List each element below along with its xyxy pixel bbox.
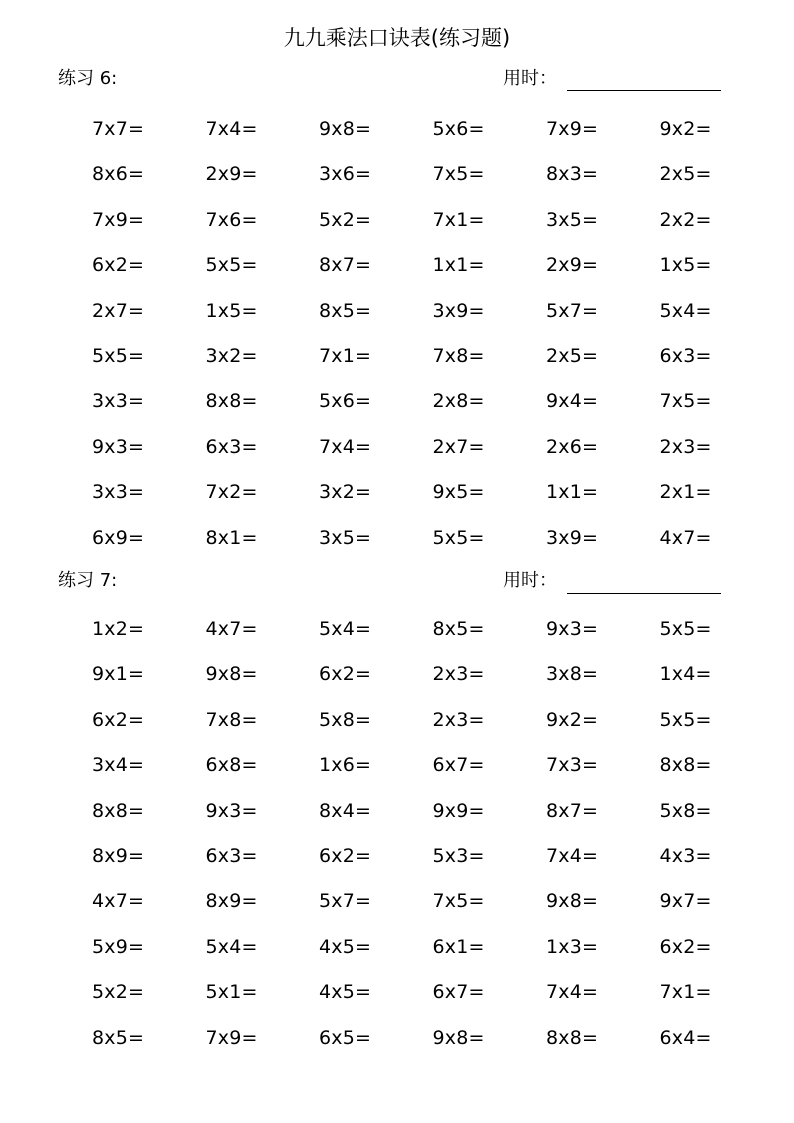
problem-cell: 6x4=	[659, 1026, 712, 1049]
problem-cell: 9x2=	[659, 118, 712, 140]
exercise-7-problem-grid	[92, 607, 772, 1061]
problem-cell: 4x7=	[205, 618, 258, 640]
problem-cell: 5x2=	[319, 208, 372, 231]
problem-cell: 8x1=	[205, 526, 258, 549]
problem-cell: 4x5=	[319, 981, 372, 1004]
problem-cell: 6x5=	[319, 1026, 372, 1049]
problem-cell: 3x2=	[205, 344, 258, 367]
problem-cell: 9x3=	[546, 618, 599, 640]
problem-cell: 8x3=	[546, 163, 599, 186]
problem-cell: 7x4=	[205, 118, 258, 140]
problem-cell: 6x9=	[92, 526, 145, 549]
problem-cell: 1x6=	[319, 754, 372, 777]
problem-cell: 7x5=	[432, 890, 485, 913]
problem-cell: 8x5=	[319, 299, 372, 322]
problem-cell: 5x5=	[205, 254, 258, 277]
exercise-6-time-blank[interactable]	[567, 90, 721, 91]
problem-cell: 7x1=	[432, 208, 485, 231]
problem-cell: 8x7=	[319, 254, 372, 277]
problem-cell: 8x6=	[92, 163, 145, 186]
problem-cell: 2x9=	[546, 254, 599, 277]
problem-cell: 7x8=	[205, 708, 258, 731]
problem-cell: 3x2=	[319, 481, 372, 504]
problem-cell: 9x7=	[659, 890, 712, 913]
problem-cell: 7x9=	[92, 208, 145, 231]
problem-cell: 2x3=	[432, 663, 485, 686]
problem-cell: 6x3=	[205, 435, 258, 458]
problem-cell: 8x7=	[546, 799, 599, 822]
problem-cell: 2x5=	[659, 163, 712, 186]
problem-cell: 3x5=	[546, 208, 599, 231]
problem-cell: 1x1=	[546, 481, 599, 504]
problem-cell: 2x7=	[92, 299, 145, 322]
problem-cell: 4x5=	[319, 935, 372, 958]
problem-cell: 1x5=	[205, 299, 258, 322]
problem-cell: 2x3=	[432, 708, 485, 731]
problem-cell: 3x3=	[92, 390, 145, 413]
problem-cell: 4x7=	[92, 890, 145, 913]
problem-cell: 8x5=	[432, 618, 485, 640]
problem-cell: 3x4=	[92, 754, 145, 777]
problem-cell: 5x4=	[659, 299, 712, 322]
problem-cell: 9x3=	[205, 799, 258, 822]
problem-cell: 6x2=	[319, 663, 372, 686]
problem-cell: 5x3=	[432, 844, 485, 867]
problem-cell: 6x8=	[205, 754, 258, 777]
problem-cell: 2x3=	[659, 435, 712, 458]
problem-cell: 6x2=	[92, 708, 145, 731]
problem-cell: 5x6=	[319, 390, 372, 413]
problem-cell: 2x6=	[546, 435, 599, 458]
page-title: 九九乘法口诀表(练习题)	[283, 26, 511, 50]
problem-cell: 2x5=	[546, 344, 599, 367]
exercise-6-label: 练习 6:	[58, 68, 118, 89]
problem-cell: 5x9=	[92, 935, 145, 958]
problem-cell: 8x9=	[205, 890, 258, 913]
problem-cell: 5x7=	[546, 299, 599, 322]
problem-cell: 7x4=	[546, 981, 599, 1004]
problem-cell: 8x8=	[546, 1026, 599, 1049]
problem-cell: 9x1=	[92, 663, 145, 686]
problem-cell: 2x9=	[205, 163, 258, 186]
problem-cell: 1x1=	[432, 254, 485, 277]
problem-cell: 5x4=	[205, 935, 258, 958]
problem-cell: 9x8=	[432, 1026, 485, 1049]
problem-cell: 2x8=	[432, 390, 485, 413]
problem-cell: 7x7=	[92, 118, 145, 140]
problem-cell: 6x2=	[659, 935, 712, 958]
problem-cell: 8x8=	[92, 799, 145, 822]
problem-cell: 4x3=	[659, 844, 712, 867]
problem-cell: 7x2=	[205, 481, 258, 504]
problem-cell: 5x5=	[659, 618, 712, 640]
problem-cell: 1x2=	[92, 618, 145, 640]
problem-cell: 5x1=	[205, 981, 258, 1004]
problem-cell: 5x5=	[432, 526, 485, 549]
problem-cell: 6x2=	[92, 254, 145, 277]
problem-cell: 6x7=	[432, 981, 485, 1004]
problem-cell: 3x5=	[319, 526, 372, 549]
exercise-7-label: 练习 7:	[58, 570, 118, 591]
problem-cell: 1x5=	[659, 254, 712, 277]
exercise-6-time-label: 用时：	[503, 68, 557, 89]
problem-cell: 3x9=	[432, 299, 485, 322]
problem-cell: 7x1=	[319, 344, 372, 367]
exercise-7-time-label: 用时：	[503, 570, 557, 591]
problem-cell: 6x3=	[659, 344, 712, 367]
problem-cell: 6x2=	[319, 844, 372, 867]
problem-cell: 5x2=	[92, 981, 145, 1004]
problem-cell: 8x9=	[92, 844, 145, 867]
problem-cell: 2x7=	[432, 435, 485, 458]
problem-cell: 4x7=	[659, 526, 712, 549]
problem-cell: 3x9=	[546, 526, 599, 549]
problem-cell: 9x8=	[205, 663, 258, 686]
problem-cell: 8x8=	[205, 390, 258, 413]
problem-cell: 2x2=	[659, 208, 712, 231]
problem-cell: 9x5=	[432, 481, 485, 504]
problem-cell: 9x2=	[546, 708, 599, 731]
problem-cell: 5x6=	[432, 118, 485, 140]
problem-cell: 7x6=	[205, 208, 258, 231]
problem-cell: 3x3=	[92, 481, 145, 504]
problem-cell: 5x7=	[319, 890, 372, 913]
problem-cell: 5x5=	[92, 344, 145, 367]
exercise-7-time-blank[interactable]	[567, 593, 721, 594]
problem-cell: 8x8=	[659, 754, 712, 777]
problem-cell: 2x1=	[659, 481, 712, 504]
problem-cell: 8x5=	[92, 1026, 145, 1049]
problem-cell: 7x4=	[546, 844, 599, 867]
problem-cell: 7x9=	[546, 118, 599, 140]
problem-cell: 5x5=	[659, 708, 712, 731]
problem-cell: 9x3=	[92, 435, 145, 458]
problem-cell: 9x4=	[546, 390, 599, 413]
problem-cell: 7x5=	[659, 390, 712, 413]
problem-cell: 3x8=	[546, 663, 599, 686]
problem-cell: 5x4=	[319, 618, 372, 640]
problem-cell: 7x8=	[432, 344, 485, 367]
problem-cell: 5x8=	[659, 799, 712, 822]
problem-cell: 1x3=	[546, 935, 599, 958]
problem-cell: 9x8=	[319, 118, 372, 140]
problem-cell: 5x8=	[319, 708, 372, 731]
problem-cell: 6x1=	[432, 935, 485, 958]
problem-cell: 6x3=	[205, 844, 258, 867]
exercise-6-problem-grid	[92, 107, 772, 561]
problem-cell: 7x9=	[205, 1026, 258, 1049]
problem-cell: 3x6=	[319, 163, 372, 186]
problem-cell: 7x3=	[546, 754, 599, 777]
problem-cell: 7x1=	[659, 981, 712, 1004]
problem-cell: 9x9=	[432, 799, 485, 822]
problem-cell: 7x5=	[432, 163, 485, 186]
problem-cell: 7x4=	[319, 435, 372, 458]
problem-cell: 8x4=	[319, 799, 372, 822]
problem-cell: 6x7=	[432, 754, 485, 777]
problem-cell: 9x8=	[546, 890, 599, 913]
problem-cell: 1x4=	[659, 663, 712, 686]
